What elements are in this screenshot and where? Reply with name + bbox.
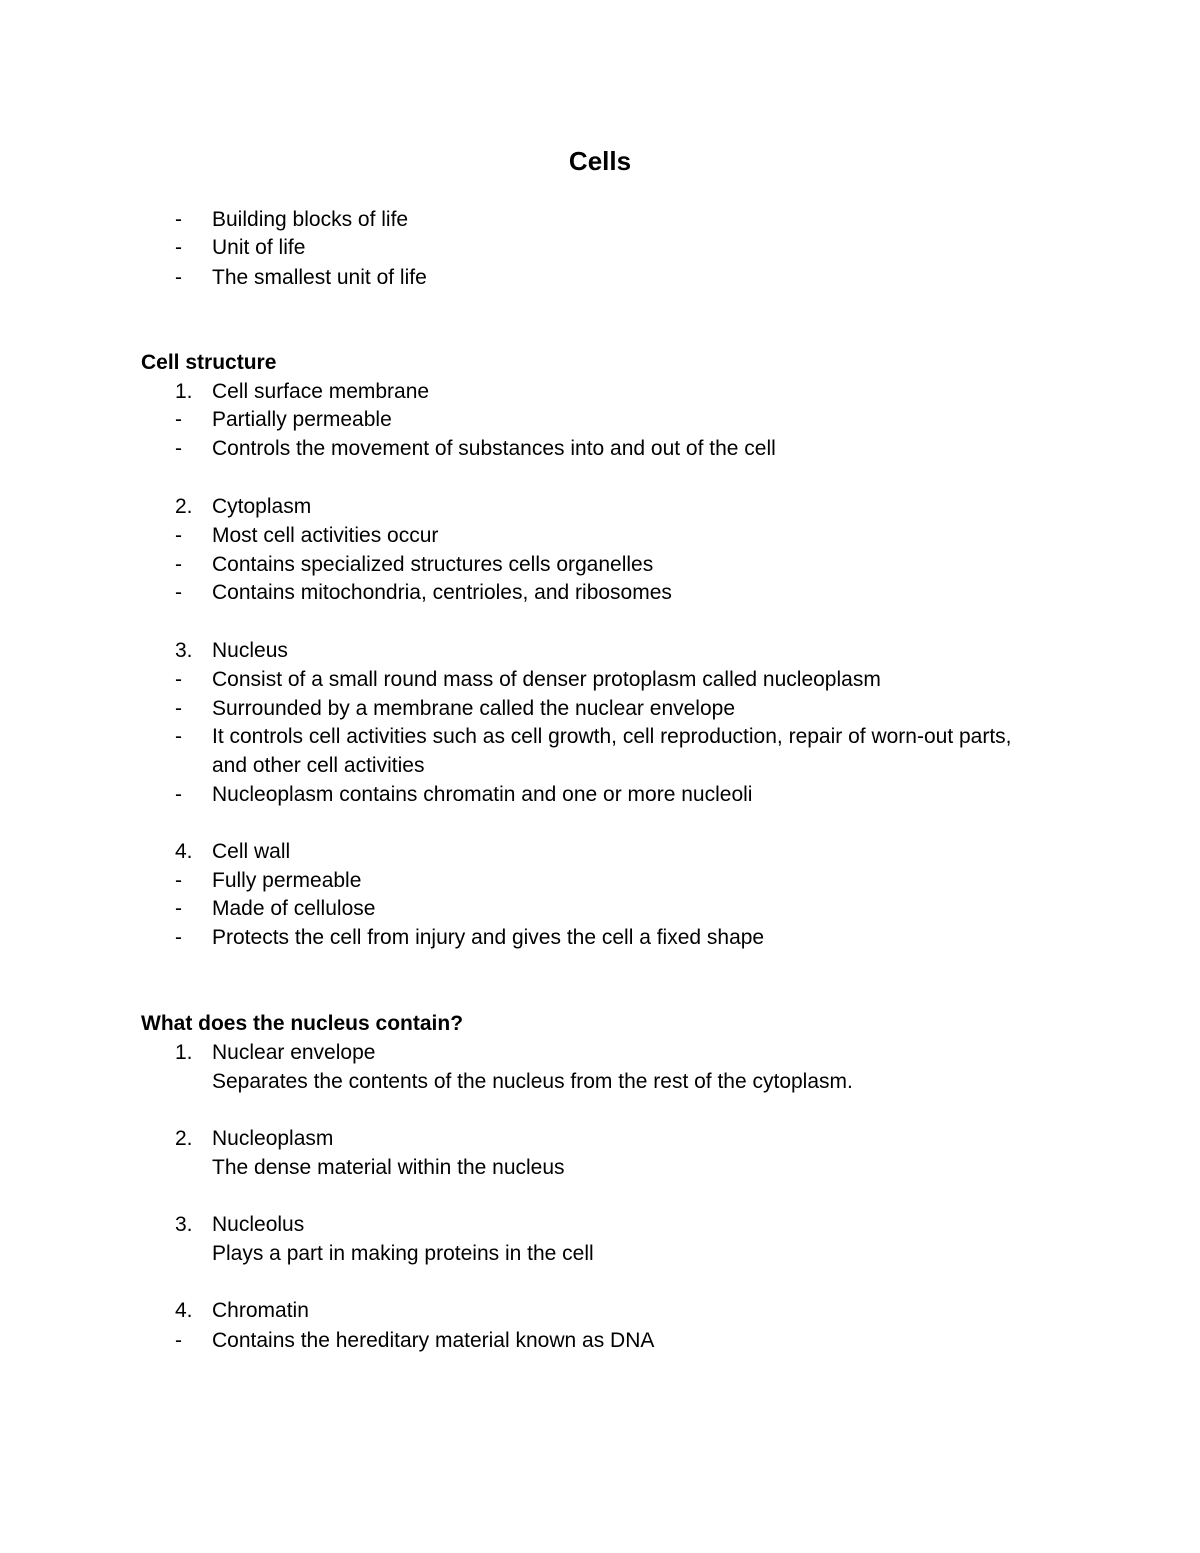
section-heading-nucleus-contents: What does the nucleus contain? (141, 1012, 464, 1035)
bullet-dash: - (175, 869, 182, 892)
bullet-dash: - (175, 783, 182, 806)
item-number: 2. (175, 495, 193, 518)
bullet-dash: - (175, 697, 182, 720)
bullet-dash: - (175, 581, 182, 604)
item-number: 4. (175, 840, 193, 863)
bullet-dash: - (175, 725, 182, 748)
bullet-dash: - (175, 236, 182, 259)
bullet-dash: - (175, 553, 182, 576)
bullet-dash: - (175, 266, 182, 289)
bullet-dash: - (175, 897, 182, 920)
item-number: 2. (175, 1127, 193, 1150)
item-number: 4. (175, 1299, 193, 1322)
bullet-dash: - (175, 524, 182, 547)
bullet-dash: - (175, 926, 182, 949)
bullet-dash: - (175, 1329, 182, 1352)
bullet-dash: - (175, 668, 182, 691)
section-heading-cell-structure: Cell structure (141, 351, 277, 374)
item-number: 1. (175, 380, 193, 403)
bullet-dash: - (175, 408, 182, 431)
item-number: 3. (175, 1213, 193, 1236)
bullet-dash: - (175, 208, 182, 231)
page-title: Cells (568, 146, 632, 176)
item-number: 3. (175, 639, 193, 662)
bullet-dash: - (175, 437, 182, 460)
document-page: Cells - Building blocks of life - Unit of life - The smallest unit of life Cell structure 1. Cell surface membrane - Partially permeable - Controls the movement of substances into and out of the cell 2. Cytoplasm - Most cell activities occur - Contains specialized structures cells organelles - Contains mitochondria, centrioles, and ribosomes 3. Nucleus - Consist of a small round mass of denser protoplasm called nucleoplasm - Surrounded by a membrane called the nuclear envelope - It controls cell activities such as cell growth, cell reproduction, repair of worn-out parts, and other cell activities - Nucleoplasm contains chromatin and one or more nucleoli 4. Cell wall - Fully permeable - Made of cellulose - Protects the cell from injury and gives the cell a fixed shape What does the nucleus contain? 1. Nuclear envelope Separates the contents of the nucleus from the rest of the cytoplasm. 2. Nucleoplasm The dense material within the nucleus 3. Nucleolus Plays a part in making proteins in the cell 4. Chromatin - Contains the hereditary material known as DNA (0, 0, 1200, 1553)
item-number: 1. (175, 1041, 193, 1064)
